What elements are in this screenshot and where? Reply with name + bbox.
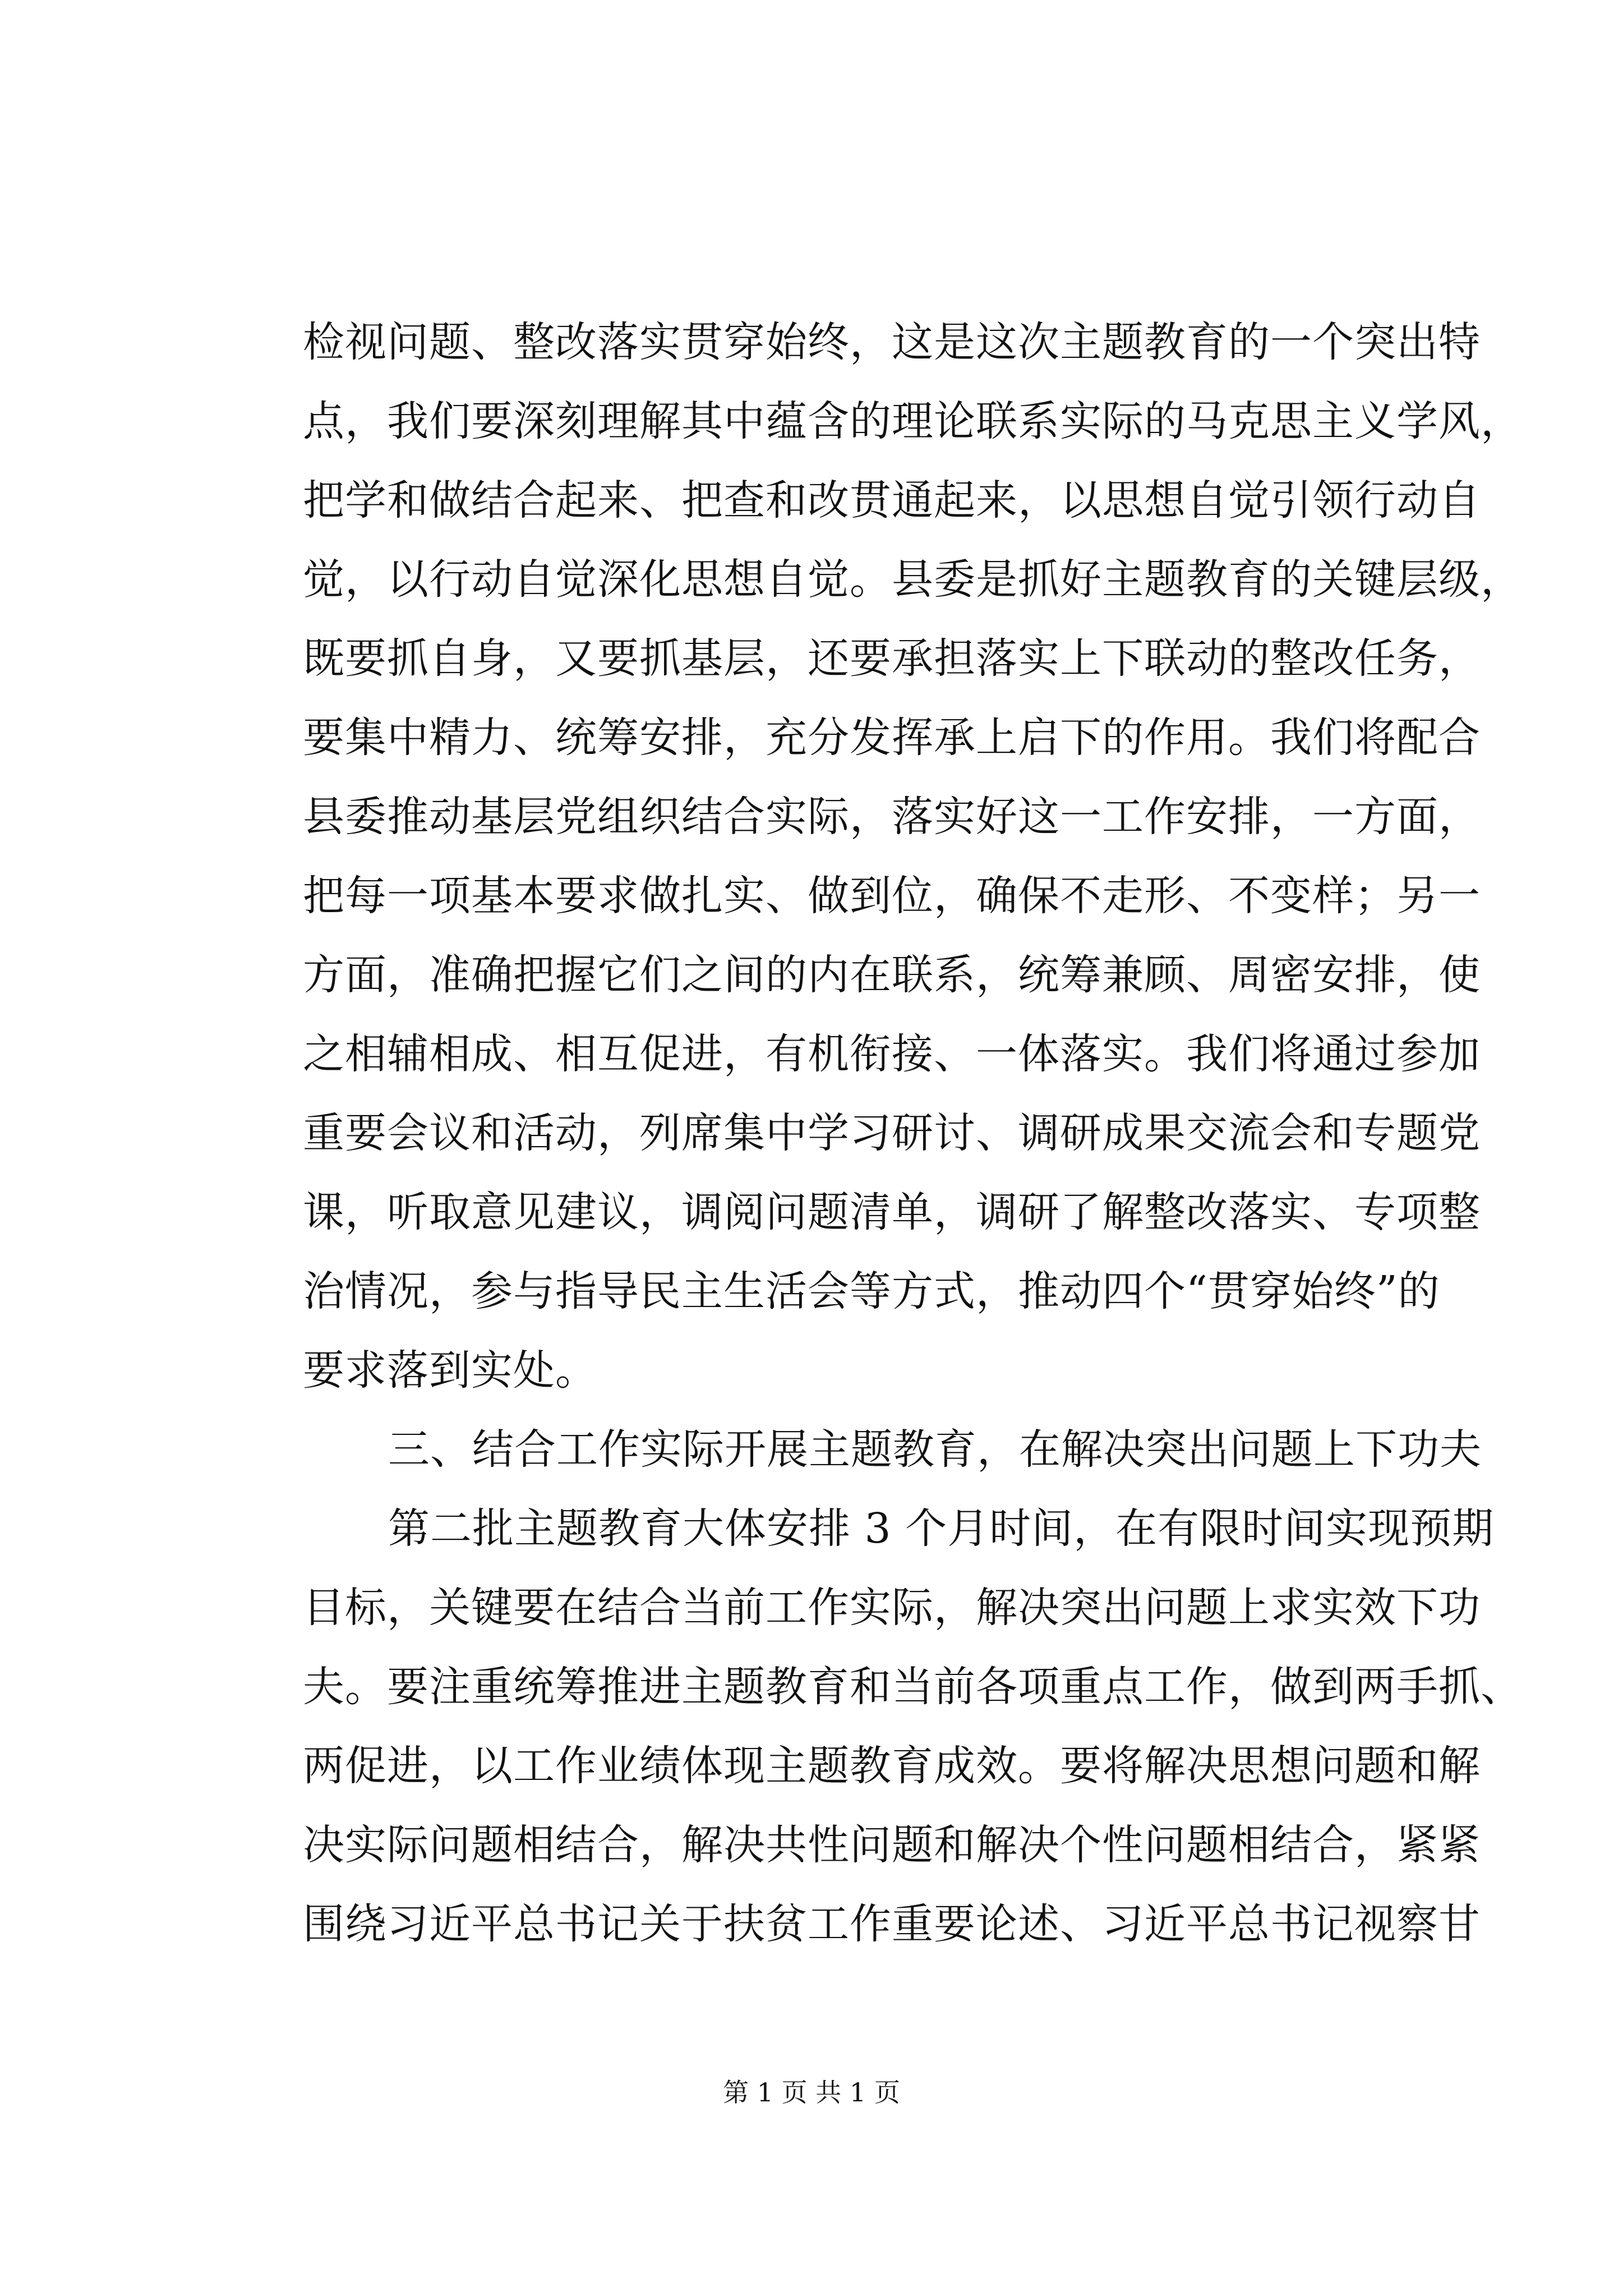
text-line: 把每一项基本要求做扎实、做到位，确保不走形、不变样；另一 — [303, 872, 1481, 920]
text-line: 把学和做结合起来、把查和改贯通起来，以思想自觉引领行动自 — [303, 476, 1481, 524]
text-line: 既要抓自身，又要抓基层，还要承担落实上下联动的整改任务， — [303, 634, 1481, 683]
text-line: 课，听取意见建议，调阅问题清单，调研了解整改落实、专项整 — [303, 1188, 1481, 1236]
text-line: 县委推动基层党组织结合实际，落实好这一工作安排，一方面， — [303, 793, 1481, 841]
text-line: 之相辅相成、相互促进，有机衔接、一体落实。我们将通过参加 — [303, 1030, 1481, 1078]
text-line: 围绕习近平总书记关于扶贫工作重要论述、习近平总书记视察甘 — [303, 1900, 1481, 1948]
text-line: 目标，关键要在结合当前工作实际，解决突出问题上求实效下功 — [303, 1584, 1481, 1632]
section-heading: 三、结合工作实际开展主题教育，在解决突出问题上下功夫 — [388, 1425, 1482, 1474]
text-line: 两促进，以工作业绩体现主题教育成效。要将解决思想问题和解 — [303, 1742, 1481, 1790]
paragraph-first-line: 第二批主题教育大体安排 3 个月时间，在有限时间实现预期 — [388, 1504, 1495, 1553]
page-number: 第 1 页 共 1 页 — [723, 2077, 900, 2108]
text-line: 治情况，参与指导民主生活会等方式，推动四个“贯穿始终”的 — [303, 1267, 1440, 1315]
text-line: 要求落到实处。 — [303, 1346, 597, 1395]
page-footer — [0, 2076, 1623, 2109]
text-line: 要集中精力、统筹安排，充分发挥承上启下的作用。我们将配合 — [303, 714, 1481, 762]
body-text — [303, 303, 1523, 1964]
text-line: 夫。要注重统筹推进主题教育和当前各项重点工作，做到两手抓、 — [303, 1663, 1523, 1711]
text-line: 检视问题、整改落实贯穿始终，这是这次主题教育的一个突出特 — [303, 318, 1481, 366]
text-line: 方面，准确把握它们之间的内在联系，统筹兼顾、周密安排，使 — [303, 951, 1481, 999]
text-line: 点，我们要深刻理解其中蕴含的理论联系实际的马克思主义学风， — [303, 397, 1523, 445]
text-line: 重要会议和活动，列席集中学习研讨、调研成果交流会和专题党 — [303, 1109, 1481, 1157]
text-line: 觉，以行动自觉深化思想自觉。县委是抓好主题教育的关键层级， — [303, 555, 1523, 604]
text-line: 决实际问题相结合，解决共性问题和解决个性问题相结合，紧紧 — [303, 1821, 1481, 1869]
